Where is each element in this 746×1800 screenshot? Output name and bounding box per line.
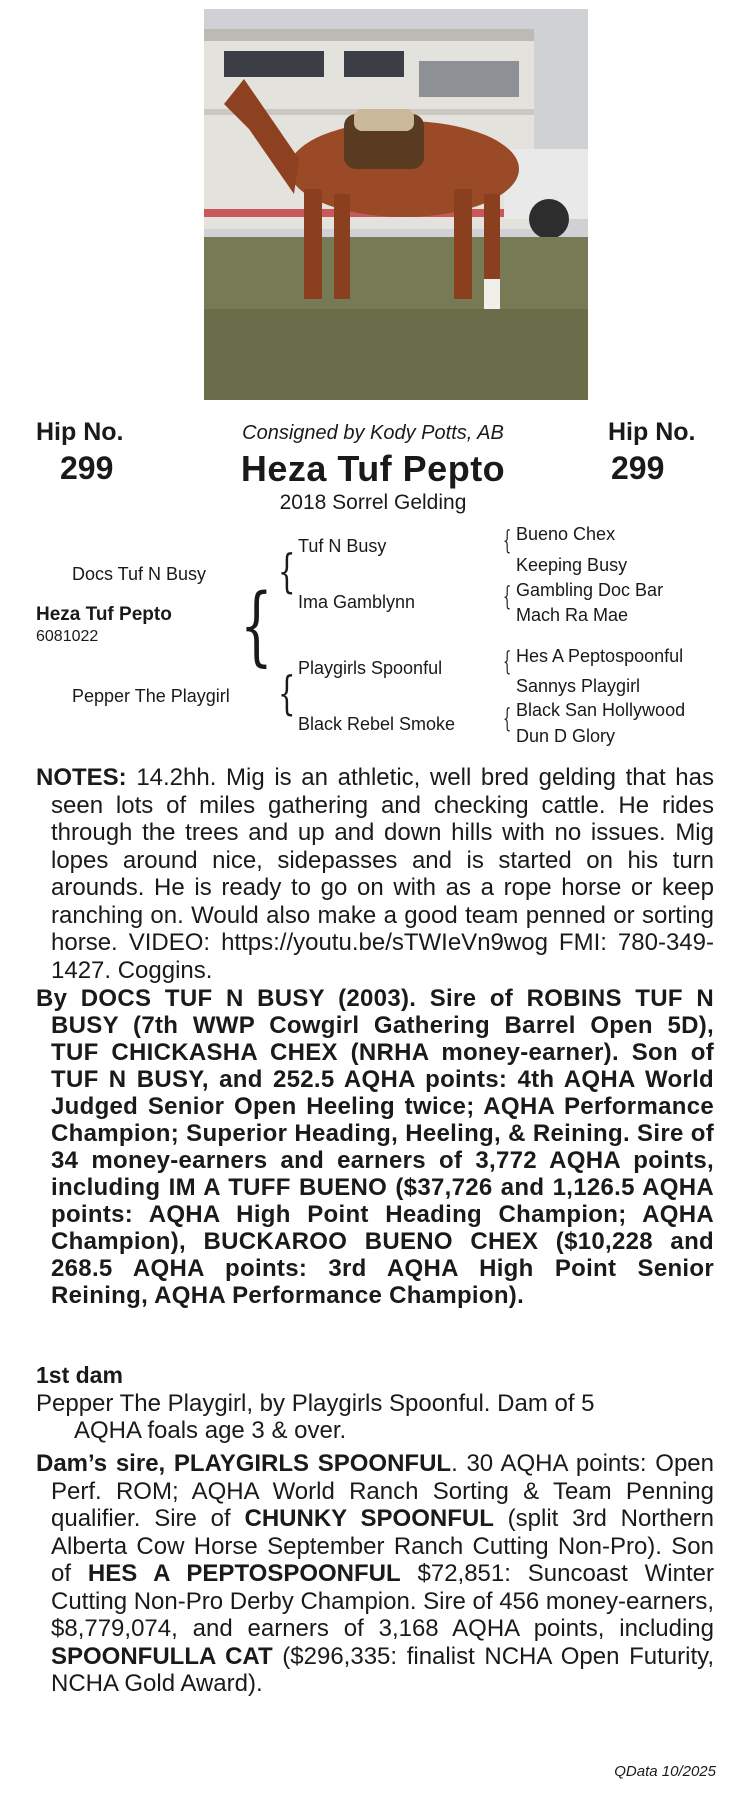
dams-sire-label: Dam’s sire, PLAYGIRLS SPOONFUL xyxy=(36,1450,452,1477)
first-dam-line2: AQHA foals age 3 & over. xyxy=(74,1417,347,1444)
dams-sire-section xyxy=(36,1450,714,1698)
pedigree-g5: Hes A Peptospoonful xyxy=(516,646,684,666)
dams-sire-text-3: $72,851: Suncoast Winter Cutting Non-Pro Derby Champion. Sire of 456 money-earners, $8,779,074, and earners of 3,168 AQHA points, including xyxy=(51,1560,714,1642)
brace-g12: { xyxy=(503,526,512,556)
sire-paragraph: By DOCS TUF N BUSY (2003). Sire of ROBINS TUF N BUSY (7th WWP Cowgirl Gathering Barrel Open 5D), TUF CHICKASHA CHEX (NRHA money-earner). Son of TUF N BUSY, and 252.5 AQHA points: 4th AQHA World Judged Senior Open Heeling twice; AQHA Performance Champion; Superior Heading, Heeling, & Reining. Sire of 34 money-earners and earners of 3,772 AQHA points, including IM A TUFF BUENO ($37,726 and 1,126.5 AQHA points: AQHA High Point Heading Champion; AQHA Champion), BUCKAROO BUENO CHEX ($10,228 and 268.5 AQHA points: 3rd AQHA High Point Senior Reining, AQHA Performance Champion). xyxy=(36,985,714,1309)
pedigree-g4: Mach Ra Mae xyxy=(516,605,629,625)
pedigree-sire-dam: Ima Gamblynn xyxy=(298,592,416,612)
dams-sire-text-4: ($296,335: finalist NCHA Open Futurity, NCHA Gold Award). xyxy=(51,1642,714,1697)
first-dam-section xyxy=(36,1362,714,1445)
brace-g56: { xyxy=(503,647,512,677)
pedigree-g1: Bueno Chex xyxy=(516,524,616,544)
notes-text: 14.2hh. Mig is an athletic, well bred gelding that has seen lots of miles gathering and checking cattle. He rides through the trees and up and down hills with no issues. Mig lopes around nice, sidepasses and is started on his turn arounds. He is ready to go on with as a rope horse or keep ranching on. Would also make a good team penned or sorting horse. VIDEO: https://youtu.be/sTWIeVn9wog FMI: 780-349-1427. Coggins. xyxy=(51,764,714,984)
brace-g34: { xyxy=(503,582,512,612)
horse-name: Heza Tuf Pepto xyxy=(240,448,506,489)
pedigree-g8: Dun D Glory xyxy=(516,726,616,746)
pedigree-registration: 6081022 xyxy=(36,628,99,645)
consignor: Consigned by Kody Potts, AB xyxy=(242,422,504,444)
pedigree-g3: Gambling Doc Bar xyxy=(516,580,664,600)
brace-main: { xyxy=(240,576,273,676)
first-dam-heading: 1st dam xyxy=(36,1362,123,1388)
hip-number-right: 299 xyxy=(611,450,665,486)
horse-description: 2018 Sorrel Gelding xyxy=(279,491,467,514)
dams-sire-text-2: (split 3rd Northern Alberta Cow Horse September Ranch Cutting Non-Pro). Son of xyxy=(51,1505,714,1587)
dams-sire-paragraph xyxy=(36,1450,714,1698)
notes-label: NOTES: xyxy=(36,764,127,791)
pedigree-sire: Docs Tuf N Busy xyxy=(72,564,207,584)
brace-g78: { xyxy=(503,704,512,734)
dams-sire-bold-3: SPOONFULLA CAT xyxy=(51,1642,273,1670)
pedigree-dam-sire: Playgirls Spoonful xyxy=(298,658,443,678)
hip-number-left: 299 xyxy=(60,450,114,486)
hip-label-right: Hip No. xyxy=(608,418,696,446)
pedigree-g7: Black San Hollywood xyxy=(516,700,686,720)
dams-sire-text-1: . 30 AQHA points: Open Perf. ROM; AQHA World Ranch Sorting & Team Penning qualifier. Sire of xyxy=(51,1450,715,1532)
dams-sire-bold-2: HES A PEPTOSPOONFUL xyxy=(87,1560,401,1587)
notes-section xyxy=(36,764,714,984)
first-dam-line1: Pepper The Playgirl, by Playgirls Spoonful. Dam of 5 xyxy=(36,1389,595,1417)
hip-label-left: Hip No. xyxy=(36,418,124,446)
pedigree-g6: Sannys Playgirl xyxy=(516,676,641,696)
sire-section xyxy=(36,985,714,1309)
pedigree-dam-dam: Black Rebel Smoke xyxy=(298,714,456,734)
pedigree-sire-sire: Tuf N Busy xyxy=(298,536,387,556)
pedigree-subject: Heza Tuf Pepto xyxy=(36,604,172,625)
footer-credit: QData 10/2025 xyxy=(614,1763,716,1780)
dams-sire-bold-1: CHUNKY SPOONFUL xyxy=(244,1505,494,1532)
horse-photo xyxy=(204,9,588,400)
pedigree-dam: Pepper The Playgirl xyxy=(72,686,230,706)
brace-sire: { xyxy=(278,544,296,598)
brace-dam: { xyxy=(278,666,296,720)
pedigree-g2: Keeping Busy xyxy=(516,555,628,575)
